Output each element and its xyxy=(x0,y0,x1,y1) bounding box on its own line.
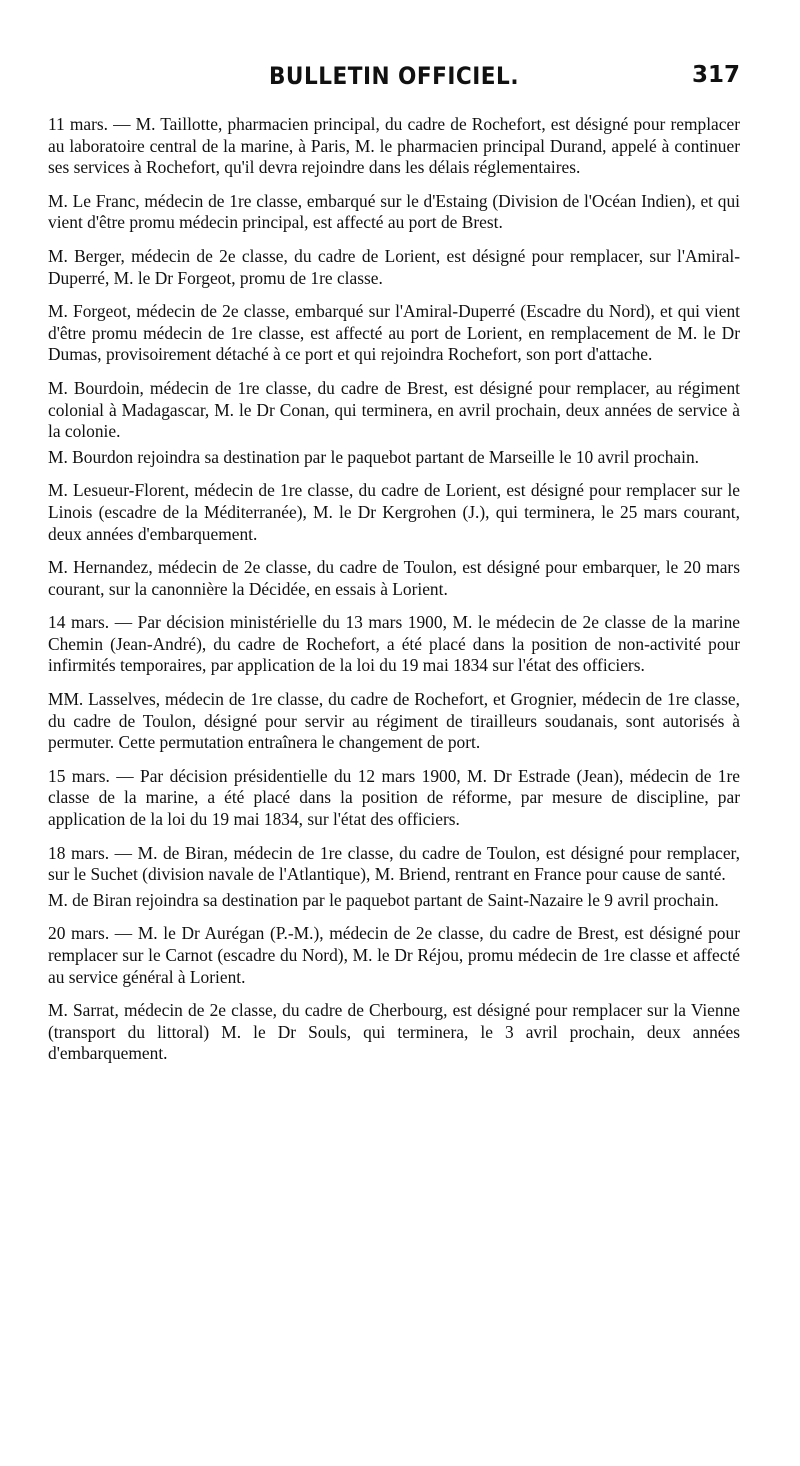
paragraph: M. Bourdoin, médecin de 1re classe, du cadre de Brest, est désigné pour remplacer, au régiment colonial à Madagascar, M. le Dr Conan, qui terminera, en avril prochain, deux années de service à la colonie. xyxy=(48,377,740,442)
paragraph: 14 mars. — Par décision ministérielle du 13 mars 1900, M. le médecin de 2e classe de la marine Chemin (Jean-André), du cadre de Rochefort, a été placé dans la position de non-activité pour infirmités temporaires, par application de la loi du 19 mai 1834 sur l'état des officiers. xyxy=(48,612,740,676)
paragraph: M. de Biran rejoindra sa destination par le paquebot partant de Saint-Nazaire le 9 avril prochain. xyxy=(48,889,719,910)
page-header xyxy=(48,62,740,94)
paragraph: M. Bourdon rejoindra sa destination par le paquebot partant de Marseille le 10 avril prochain. xyxy=(48,446,699,467)
page-number: 317 xyxy=(691,62,740,88)
paragraph: 15 mars. — Par décision présidentielle du 12 mars 1900, M. Dr Estrade (Jean), médecin de 1re classe de la marine, a été placé dans la position de réforme, par mesure de discipline, par application de la loi du 19 mai 1834, sur l'état des officiers. xyxy=(48,765,740,830)
body-text xyxy=(48,114,740,1065)
paragraph: 11 mars. — M. Taillotte, pharmacien principal, du cadre de Rochefort, est désigné pour remplacer au laboratoire central de la marine, à Paris, M. le pharmacien principal Durand, appelé à continuer ses services à Rochefort, qu'il devra rejoindre dans les délais réglementaires. xyxy=(48,114,740,178)
paragraph: 20 mars. — M. le Dr Aurégan (P.-M.), médecin de 2e classe, du cadre de Brest, est désigné pour remplacer sur le Carnot (escadre du Nord), M. le Dr Réjou, promu médecin de 1re classe et affecté au service général à Lorient. xyxy=(48,923,740,987)
paragraph: M. Lesueur-Florent, médecin de 1re classe, du cadre de Lorient, est désigné pour remplacer sur le Linois (escadre de la Méditerranée), M. le Dr Kergrohen (J.), qui terminera, le 25 mars courant, deux années d'embarquement. xyxy=(48,480,740,544)
paragraph: M. Sarrat, médecin de 2e classe, du cadre de Cherbourg, est désigné pour remplacer sur la Vienne (transport du littoral) M. le Dr Souls, qui terminera, le 3 avril prochain, deux années d'embarquement. xyxy=(48,1000,740,1064)
paragraph: M. Le Franc, médecin de 1re classe, embarqué sur le d'Estaing (Division de l'Océan Indien), et qui vient d'être promu médecin principal, est affecté au port de Brest. xyxy=(48,190,740,233)
running-title: BULLETIN OFFICIEL. xyxy=(268,62,520,90)
paragraph: MM. Lasselves, médecin de 1re classe, du cadre de Rochefort, et Grognier, médecin de 1re classe, du cadre de Toulon, désigné pour servir au régiment de tirailleurs soudanais, sont autorisés à permuter. Cette permutation entraînera le changement de port. xyxy=(48,689,740,753)
paragraph: M. Hernandez, médecin de 2e classe, du cadre de Toulon, est désigné pour embarquer, le 20 mars courant, sur la canonnière la Décidée, en essais à Lorient. xyxy=(48,557,740,599)
paragraph: M. Forgeot, médecin de 2e classe, embarqué sur l'Amiral-Duperré (Escadre du Nord), et qui vient d'être promu médecin de 1re classe, est affecté au port de Lorient, en remplacement de M. le Dr Dumas, provisoirement détaché à ce port et qui rejoindra Rochefort, son port d'attache. xyxy=(48,301,740,365)
paragraph: M. Berger, médecin de 2e classe, du cadre de Lorient, est désigné pour remplacer, sur l'Amiral-Duperré, M. le Dr Forgeot, promu de 1re classe. xyxy=(48,245,740,288)
paragraph: 18 mars. — M. de Biran, médecin de 1re classe, du cadre de Toulon, est désigné pour remplacer, sur le Suchet (division navale de l'Atlantique), M. Briend, rentrant en France pour cause de santé. xyxy=(48,842,740,885)
